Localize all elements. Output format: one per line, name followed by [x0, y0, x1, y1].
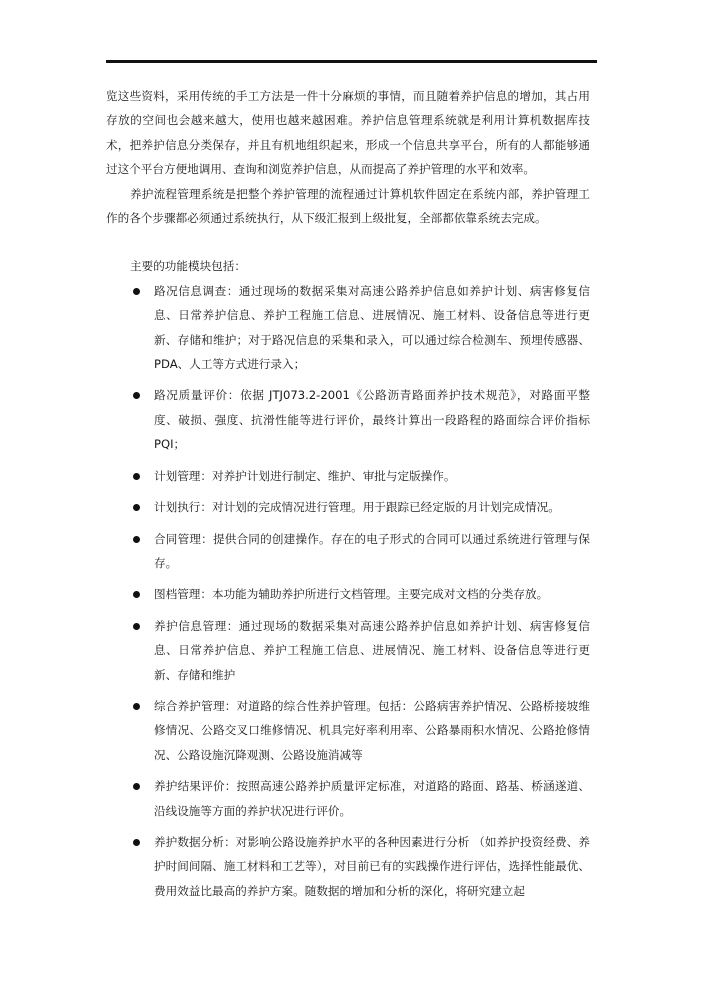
bullet-icon: [133, 703, 140, 710]
list-item: [106, 383, 590, 456]
paragraph-continued: 览这些资料，采用传统的手工方法是一件十分麻烦的事情，而且随着养护信息的增加，其占用存放的空间也会越来越大，使用也越来越困难。养护信息管理系统就是利用计算机数据库技术，把养护信息分类保存，并且有机地组织起来，形成一个信息共享平台，所有的人都能够通过这个平台方便地调用、查询和浏览养护信息，从而提高了养护管理的水平和效率。: [106, 89, 590, 177]
bullet-icon: [133, 591, 140, 598]
bullet-icon: [133, 392, 140, 399]
list-item-text: 图档管理：本功能为辅助养护所进行文档管理。主要完成对文档的分类存放。: [154, 587, 549, 602]
list-item: [106, 464, 590, 488]
list-item-text: 养护信息管理：通过现场的数据采集对高速公路养护信息如养护计划、病害修复信息、日常养护信息、养护工程施工信息、进展情况、施工材料、设备信息等进行更新、存储和维护: [154, 618, 590, 682]
list-item-text: 路况质量评价：依据 JTJ073.2-2001《公路沥青路面养护技术规范》，对路面平整度、破损、强度、抗滑性能等进行评价，最终计算出一段路程的路面综合评价指标 PQI；: [154, 388, 590, 452]
page-header-rule: [106, 60, 597, 63]
list-item-text: 计划管理：对养护计划进行制定、维护、审批与定版操作。: [154, 468, 456, 483]
list-item-text: 综合养护管理：对道路的综合性养护管理。包括：公路病害养护情况、公路桥接坡维修情况、公路交叉口维修情况、机具完好率利用率、公路暴雨积水情况、公路抢修情况、公路设施沉降观测、公路设施消减等: [154, 698, 590, 762]
list-item: [106, 495, 590, 519]
bullet-icon: [133, 783, 140, 790]
list-item-text: 养护数据分析：对影响公路设施养护水平的各种因素进行分析 （如养护投资经费、养护时间间隔、施工材料和工艺等），对目前已有的实践操作进行评估，选择性能最优、费用效益比最高的养护方案。随数据的增加和分析的深化，将研究建立起: [154, 834, 590, 898]
bullet-icon: [133, 536, 140, 543]
list-item: [106, 527, 590, 576]
module-list-heading: 主要的功能模块包括：: [130, 259, 246, 274]
list-item: [106, 582, 590, 606]
bullet-icon: [133, 473, 140, 480]
list-item: [106, 774, 590, 823]
paragraph-gap: [106, 230, 590, 254]
bullet-icon: [133, 623, 140, 630]
list-item-text: 养护结果评价：按照高速公路养护质量评定标准，对道路的路面、路基、桥涵遂道、沿线设施等方面的养护状况进行评价。: [154, 779, 590, 818]
document-body: [106, 84, 590, 910]
list-item: [106, 694, 590, 767]
paragraph-workflow-system: 养护流程管理系统是把整个养护管理的流程通过计算机软件固定在系统内部，养护管理工作的各个步骤都必须通过系统执行，从下级汇报到上级批复，全部都依靠系统去完成。: [106, 186, 590, 226]
list-item: [106, 830, 590, 903]
list-item: [106, 614, 590, 687]
bullet-icon: [133, 839, 140, 846]
list-item-text: 合同管理：提供合同的创建操作。存在的电子形式的合同可以通过系统进行管理与保存。: [154, 531, 590, 570]
bullet-icon: [133, 288, 140, 295]
bullet-icon: [133, 504, 140, 511]
list-item-text: 计划执行：对计划的完成情况进行管理。用于跟踪已经定版的月计划完成情况。: [154, 500, 560, 515]
module-list: [106, 279, 590, 903]
list-item-text: 路况信息调查：通过现场的数据采集对高速公路养护信息如养护计划、病害修复信息、日常养护信息、养护工程施工信息、进展情况、施工材料、设备信息等进行更新、存储和维护；对于路况信息的采集和录入，可以通过综合检测车、预埋传感器、PDA、人工等方式进行录入；: [154, 283, 590, 372]
list-item: [106, 279, 590, 377]
